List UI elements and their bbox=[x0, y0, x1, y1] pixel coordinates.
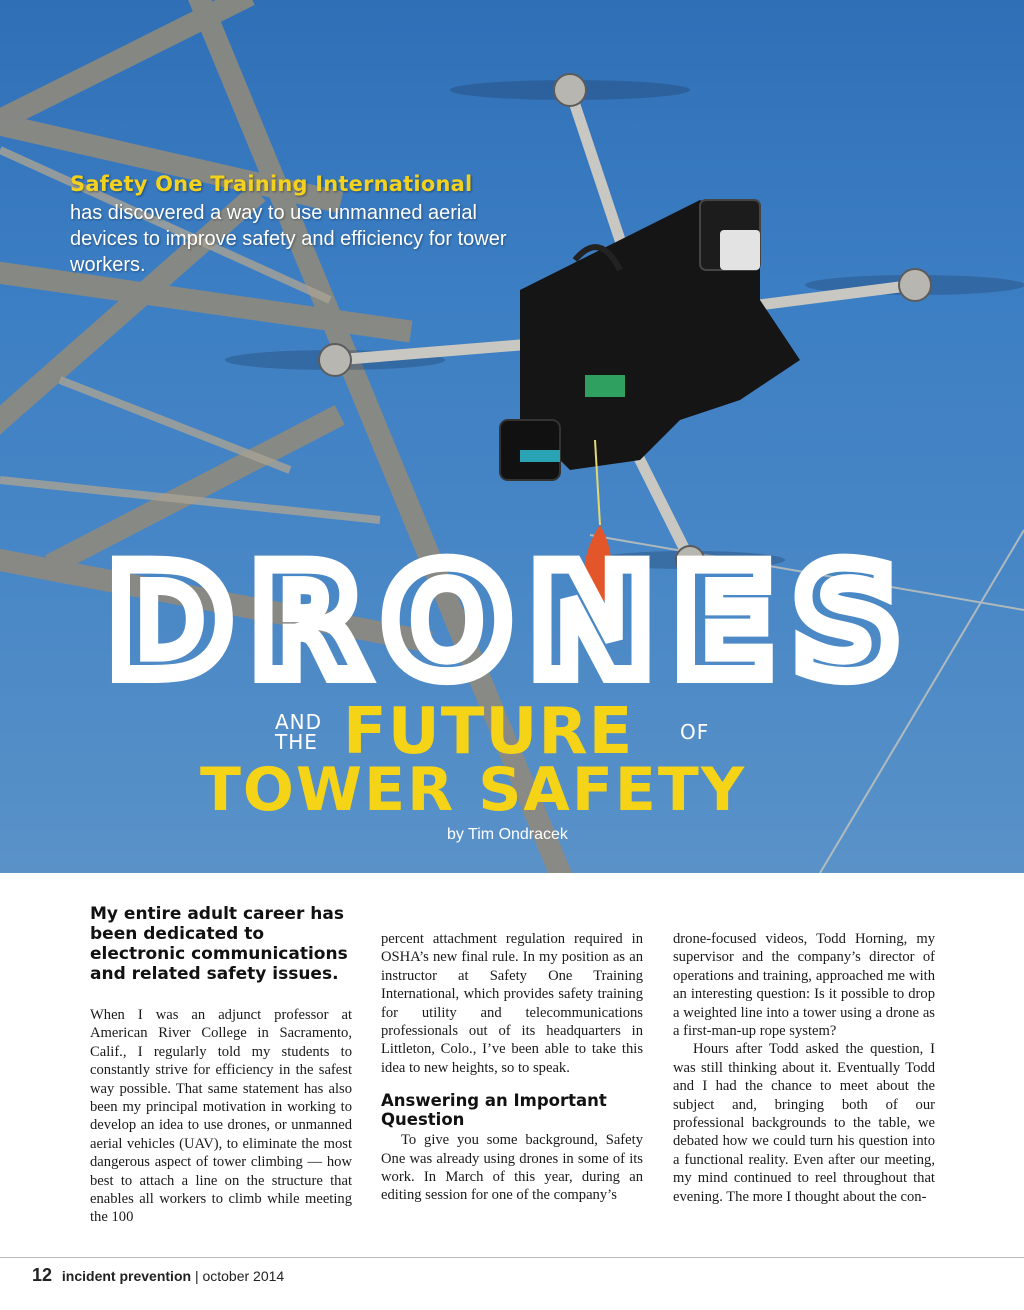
lead-in: My entire adult career has been dedicated to electronic communications and related safety issues. bbox=[90, 904, 348, 984]
deck: has discovered a way to use unmanned aerial devices to improve safety and efficiency for tower workers. bbox=[70, 202, 507, 276]
kicker: Safety One Training International bbox=[70, 172, 473, 196]
column-2 bbox=[381, 930, 643, 1205]
magazine-name: incident prevention bbox=[61, 1268, 192, 1284]
byline: by Tim Ondracek bbox=[447, 826, 568, 843]
title-of: OF bbox=[680, 720, 710, 744]
drone-body bbox=[500, 200, 800, 480]
title-future: FUTURE bbox=[343, 695, 634, 769]
column-1 bbox=[90, 1006, 352, 1227]
col2-paragraph-1: percent attachment regulation required in OSHA’s new final rule. In my position as an instructor at Safety One Training International, which provides safety training for utility and telecommunications professionals out of its headquarters in Littleton, Colo., I’ve been able to take this idea to new heights, so to speak. bbox=[381, 931, 643, 1076]
title-tower-safety: TOWER SAFETY bbox=[200, 755, 747, 825]
col2-paragraph-2: To give you some background, Safety One was already using drones in some of its work. In March of this year, during an editing session for one of the company’s bbox=[381, 1132, 643, 1204]
col1-paragraph: When I was an adjunct professor at American River College in Sacramento, Calif., I regularly told my students to constantly strive for efficiency in the safest way possible. That same statement has also been my principal motivation in working to develop an idea to use drones, or unmanned aerial vehicles (UAV), to eliminate the most dangerous aspect of tower climbing — how best to attach a line on the structure that enables all workers to climb while meeting the 100 bbox=[90, 1007, 352, 1226]
subhead: Answering an Important Question bbox=[381, 1091, 607, 1130]
issue-date: october 2014 bbox=[202, 1268, 285, 1284]
page-number: 12 bbox=[32, 1265, 53, 1285]
title-and-the: AND THE bbox=[275, 710, 323, 754]
footer bbox=[32, 1265, 284, 1286]
footer-rule bbox=[0, 1257, 1024, 1258]
column-3 bbox=[673, 930, 935, 1206]
title-drones: DRONES bbox=[107, 536, 919, 710]
footer-separator: | bbox=[194, 1268, 199, 1284]
col3-paragraph-2: Hours after Todd asked the question, I was still thinking about it. Eventually Todd and I had the chance to meet about the subject and, bringing both of our professional backgrounds to the table, we debated how we could turn his question into a functional reality. Even after our meeting, my mind continued to reel throughout that evening. The more I thought about the con- bbox=[673, 1041, 935, 1205]
col3-paragraph-1: drone-focused videos, Todd Horning, my supervisor and the company’s director of operations and training, approached me with an interesting question: Is it possible to drop a weighted line into a tower using a drone as a first-man-up rope system? bbox=[673, 931, 935, 1040]
